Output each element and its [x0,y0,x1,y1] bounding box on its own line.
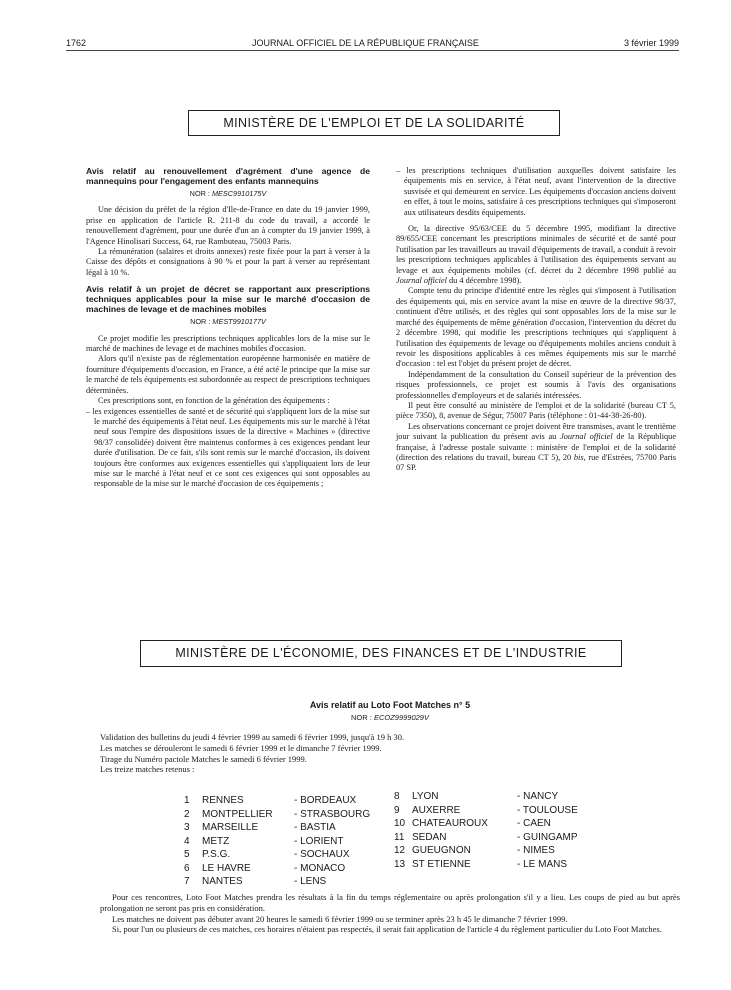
away-team: - TOULOUSE [517,804,578,816]
match-number: 3 [184,822,190,833]
home-team: LE HAVRE [202,862,251,874]
loto-line: Les matches se dérouleront le samedi 6 février 1999 et le dimanche 7 février 1999. [100,742,382,753]
paragraph: Ce projet modifie les prescriptions techniques applicables lors de la mise sur le marché de machines de levage et de machines mobiles d'occasion. [86,333,370,354]
issue-date: 3 février 1999 [623,38,679,48]
right-column [396,166,676,474]
loto-title: Avis relatif au Loto Foot Matches n° 5 [309,700,471,710]
home-team: AUXERRE [412,804,461,816]
match-row [394,831,578,845]
nor-reference: NOR : MESC9910175V [189,189,267,198]
nor-reference: NOR : MEST9910177V [190,317,266,327]
match-number: 8 [394,791,400,802]
home-team: ST ETIENNE [412,858,471,870]
away-team: - MONACO [294,862,346,874]
match-row [184,835,343,849]
home-team: RENNES [202,795,244,806]
away-team: - STRASBOURG [294,808,371,820]
home-team: MARSEILLE [202,822,259,833]
paragraph: Indépendamment de la consultation du Conseil supérieur de la prévention des risques professionnels, ce projet est soumis à l'avis des organisations professionnelles d'employeurs et de salariés intéressées. [396,369,676,400]
match-number: 6 [184,862,190,874]
page-number: 1762 [66,38,87,48]
match-number: 7 [184,876,190,887]
match-number: 10 [394,818,406,829]
home-team: P.S.G. [202,849,231,860]
match-row [184,875,326,889]
paragraph: Les observations concernant ce projet doivent être transmises, avant le trentième jour suivant la publication du présent avis au Journal officiel de la République française, à l'adresse postale suivante : ministère de l'emploi et de la solidarité (direction des relations du travail, bureau CT 5), 20 bis, rue d'Estrées, 75700 Paris 07 SP. [396,421,677,473]
away-team: - BASTIA [294,822,336,833]
paragraph: Or, la directive 95/63/CEE du 5 décembre 1995, modifiant la directive 89/655/CEE concernant les prescriptions minimales de sécurité et de santé pour l'utilisation par les travailleurs au travail d'équipements de travail, a conduit à revoir les prescriptions techniques applicables à l'utilisation des équipements servant au levage et aux équipements mobiles (cf. décret du 2 décembre 1998 publié au Journal officiel du 4 décembre 1998). [396,224,676,286]
away-team: - NANCY [517,791,559,802]
paragraph: La rémunération (salaires et droits annexes) reste fixée pour la part à verser à la Caisse des dépôts et consignations à 90 % et pour la part à verser au représentant légal à 10 %. [86,247,370,277]
match-number: 13 [394,858,406,870]
dash-item: – les exigences essentielles de santé et de sécurité qui s'appliquent lors de la mise sur le marché des équipements à l'état neuf. Les équipements mis sur le marché à l'état neuf sous l'empire des dispositions issues de la directive « Machines » (directive 98/37 consolidée) doivent être maintenus conformes à ces exigences pendant leur durée d'utilisation. De ce fait, s'ils sont remis sur le marché d'occasion, ils doivent toujours être conformes aux exigences essentielles qui s'appliquaient lors de leur mise sur le marché à l'état neuf et ce sont ces exigences qui sont opposables au responsable de la mise sur le marché d'occasion de ces équipements ; [86,406,370,489]
notice-title-decret: Avis relatif à un projet de décret se rapportant aux prescriptions techniques applicables pour la mise sur le marché d'occasion de machines de levage et de machines mobiles [86,284,370,315]
match-row [394,844,555,858]
paragraph: Pour ces rencontres, Loto Foot Matches prendra les résultats à la fin du temps réglementaire ou après prolongation s'il y a lieu. Les coups de pied au but après prolongation ne seront pas pris en considération. [100,892,680,913]
match-row [394,790,558,804]
notice-title-mannequins: Avis relatif au renouvellement d'agrément d'une agence de mannequins pour l'engagement des enfants mannequins [86,166,370,186]
home-team: SEDAN [412,831,447,843]
ministry-heading-emploi: MINISTÈRE DE L'EMPLOI ET DE LA SOLIDARITÉ [188,110,560,136]
loto-line: Validation des bulletins du jeudi 4 février 1999 au samedi 6 février 1999, jusqu'à 19 h 30. [100,732,405,742]
paragraph: Compte tenu du principe d'identité entre les règles qui s'imposent à l'utilisation des équipements qui, mis en service avant la mise en œuvre de la directive 98/37, continuent d'être utilisés, et des règles qui sont opposables lors de la mise sur le marché des équipements de même génération d'occasion, l'intervention du décret du 2 décembre 1998, qui modifie les prescriptions techniques qui s'appliquent à l'utilisation des équipements de levage ou d'équipements mobiles anciens conduit à revoir les dispositions applicables à ces mêmes équipements mis sur le marché d'occasion : tel est l'objet du présent projet de décret. [396,286,676,369]
paragraph: Il peut être consulté au ministère de l'emploi et de la solidarité (bureau CT 5, pièce 7350), 8, avenue de Ségur, 75007 Paris (téléphone : 01-44-38-26-80). [396,400,676,421]
paragraph: Les matches ne doivent pas débuter avant 20 heures le samedi 6 février 1999 ou se terminer après 23 h 45 le dimanche 7 février 1999. [112,913,568,924]
paragraph: Si, pour l'un ou plusieurs de ces matches, ces horaires n'étaient pas respectés, il serait fait application de l'article 4 du règlement particulier du Loto Foot Matches. [112,924,662,935]
match-number: 9 [394,804,400,816]
match-row [394,858,567,872]
match-number: 4 [184,835,190,847]
paragraph: Ces prescriptions sont, en fonction de la génération des équipements : [98,396,330,406]
home-team: METZ [202,835,230,847]
paragraph: Alors qu'il n'existe pas de réglementation européenne harmonisée en matière de fourniture d'équipements d'occasion, en France, a été acté le principe que la mise sur le marché de tels équipements est subordonnée au respect de prescriptions techniques déterminées. [86,354,370,395]
header-rule [66,50,679,51]
home-team: LYON [412,791,439,802]
away-team: - SOCHAUX [294,849,350,860]
loto-line: Tirage du Numéro pactole Matches le samedi 6 février 1999. [100,753,307,764]
match-row [184,808,370,822]
match-row [184,821,336,835]
dash-item: – les prescriptions techniques d'utilisation auxquelles doivent satisfaire les équipements mis en service, à l'état neuf, avant l'intervention de la directive susvisée et qui demeurent en service. Les équipements d'occasion anciens doivent en effet, à tout le moins, satisfaire à ces prescriptions techniques qui s'imposeront aux utilisateurs desdits équipements. [396,166,676,217]
home-team: CHATEAUROUX [412,818,488,829]
loto-notice [100,700,680,775]
away-team: - BORDEAUX [294,795,357,806]
match-number: 2 [184,808,190,820]
away-team: - LENS [294,876,327,887]
paragraph: Une décision du préfet de la région d'Ile-de-France en date du 19 janvier 1999, prise en application de l'article R. 211-8 du code du travail, a accordé le renouvellement d'agrément, pour une durée d'un an à compter du 19 janvier 1999, à l'Agence Hinolisari Success, 64, rue Rambuteau, 75003 Paris. [86,205,370,246]
away-team: - LORIENT [294,835,344,847]
home-team: NANTES [202,876,243,887]
match-number: 12 [394,845,406,856]
home-team: MONTPELLIER [202,808,273,820]
left-column [86,166,370,490]
match-number: 5 [184,849,190,860]
match-row [394,817,551,831]
home-team: GUEUGNON [412,845,471,856]
match-row [184,848,350,862]
away-team: - GUINGAMP [517,831,578,843]
loto-footer [100,892,680,935]
away-team: - CAEN [517,818,551,829]
match-row [394,804,578,818]
away-team: - LE MANS [517,858,568,870]
match-number: 1 [184,795,190,806]
ministry-heading-economie: MINISTÈRE DE L'ÉCONOMIE, DES FINANCES ET DE L'INDUSTRIE [140,640,622,667]
nor-reference: NOR : ECOZ9999029V [351,713,429,722]
loto-line: Les treize matches retenus : [100,764,195,775]
journal-title: JOURNAL OFFICIEL DE LA RÉPUBLIQUE FRANÇAISE [252,38,479,48]
match-row [184,862,345,876]
away-team: - NIMES [517,845,555,856]
match-row [184,794,356,808]
match-number: 11 [394,831,405,843]
